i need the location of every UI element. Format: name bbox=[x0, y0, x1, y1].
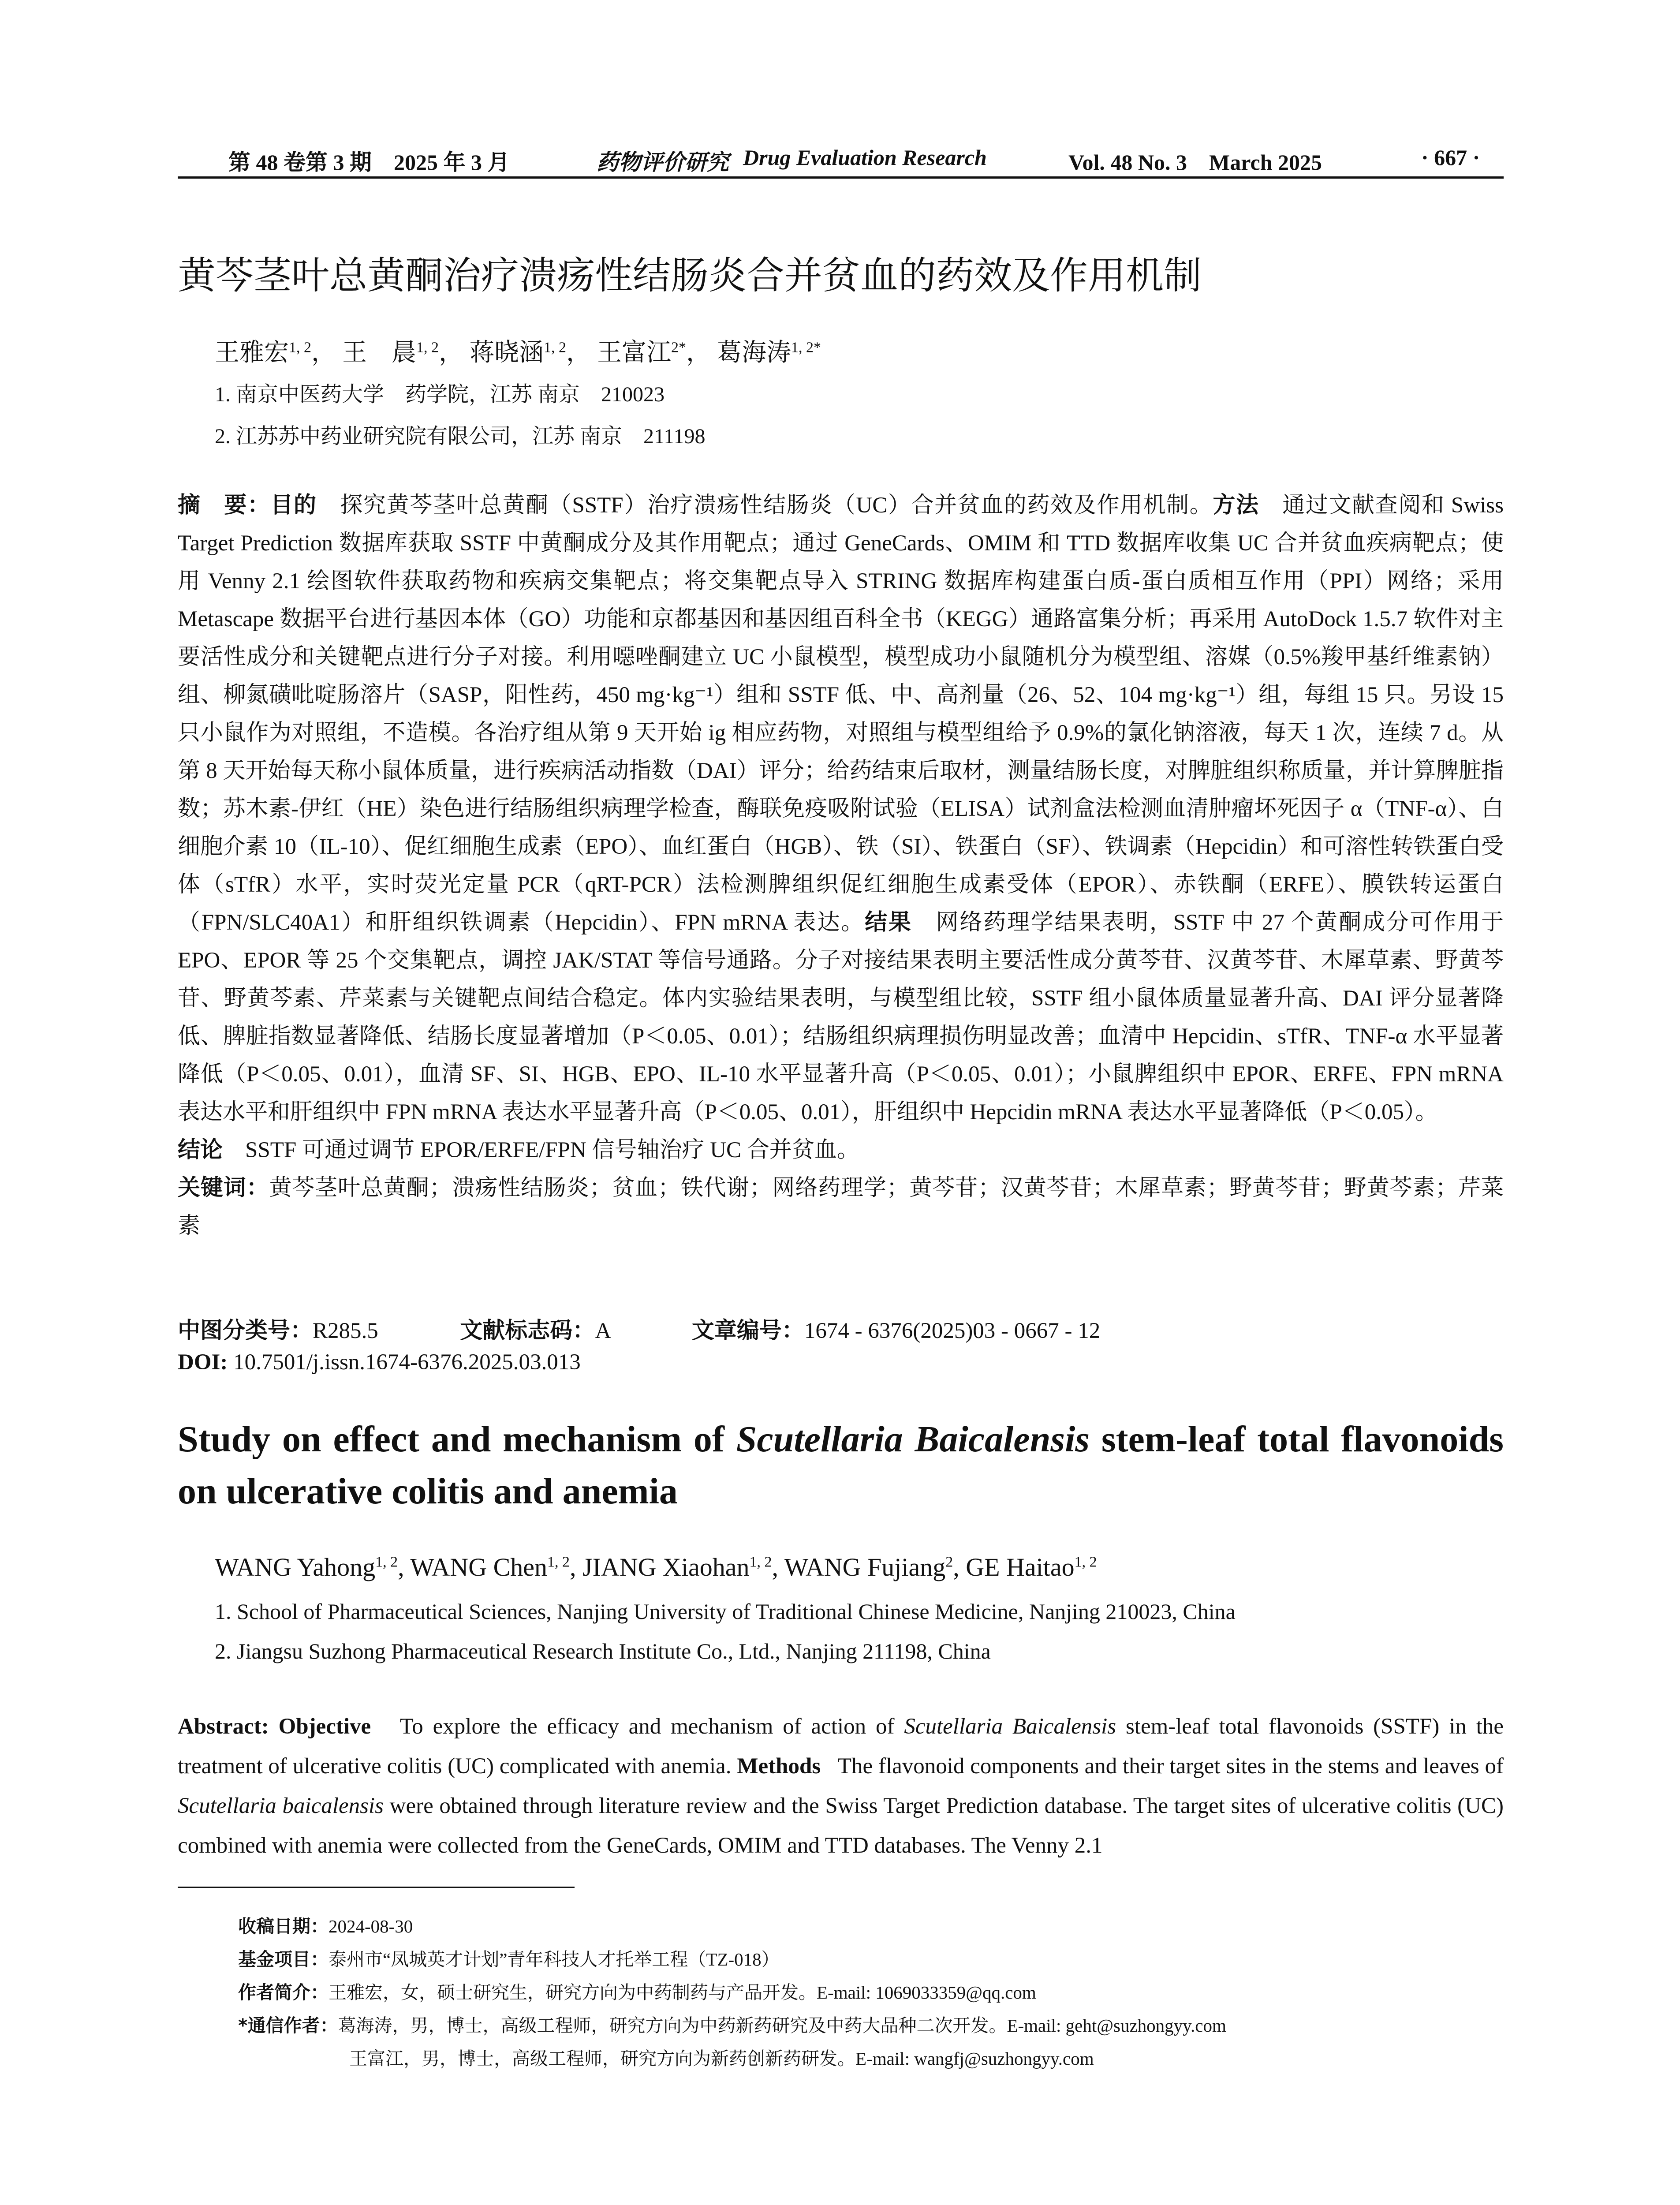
objective-text: 探究黄芩茎叶总黄酮（SSTF）治疗溃疡性结肠炎（UC）合并贫血的药效及作用机制。 bbox=[340, 493, 1213, 518]
conclusion-text: SSTF 可通过调节 EPOR/ERFE/FPN 信号轴治疗 UC 合并贫血。 bbox=[245, 1138, 859, 1162]
author-affil-en: 1, 2 bbox=[547, 1554, 570, 1570]
author-list-cn: 王雅宏$^{1, 2}$， 王 晨$^{1, 2}$， 蒋晓涵$^{1, 2}$， 王富江$^{2*}$， 葛海涛$^{1, 2*}$ bbox=[215, 339, 821, 366]
doi-label: DOI: bbox=[178, 1350, 228, 1375]
article-no-label: 文章编号： bbox=[691, 1318, 804, 1344]
author-name: 葛海涛 bbox=[717, 339, 791, 366]
author-name-en: GE Haitao bbox=[966, 1553, 1075, 1581]
species-name: Scutellaria Baicalensis bbox=[904, 1714, 1116, 1739]
author-name-en: JIANG Xiaohan bbox=[582, 1553, 750, 1581]
doi-line bbox=[178, 1349, 581, 1375]
affiliation-en-2: 2. Jiangsu Suzhong Pharmaceutical Research Institute Co., Ltd., Nanjing 211198, China bbox=[215, 1639, 991, 1663]
affiliation-cn-2: 2. 江苏苏中药业研究院有限公司，江苏 南京 211198 bbox=[215, 425, 706, 448]
keywords-label: 关键词： bbox=[178, 1175, 269, 1201]
author-name-en: WANG Fujiang bbox=[784, 1553, 946, 1581]
clc-label: 中图分类号： bbox=[178, 1318, 313, 1344]
issue-cn: 第 48 卷第 3 期 2025 年 3 月 bbox=[228, 150, 510, 175]
article-title-cn: 黄芩茎叶总黄酮治疗溃疡性结肠炎合并贫血的药效及作用机制 bbox=[178, 254, 1202, 298]
methods-label: 方法 bbox=[1213, 492, 1259, 518]
affiliation-cn-1: 1. 南京中医药大学 药学院，江苏 南京 210023 bbox=[215, 383, 665, 406]
results-label: 结果 bbox=[865, 909, 912, 935]
doc-code-label: 文献标志码： bbox=[460, 1318, 595, 1344]
fund-label: 基金项目： bbox=[238, 1949, 329, 1970]
clc-value: R285.5 bbox=[313, 1319, 378, 1343]
bio-value: 王雅宏，女，硕士研究生，研究方向为中药制药与产品开发。E-mail: 1069033359@qq.com bbox=[329, 1982, 1036, 2003]
title-en-part: Study on effect and mechanism of bbox=[178, 1419, 736, 1460]
author-affil: 2* bbox=[671, 339, 686, 356]
title-en-part: stem-leaf total flavonoids on ulcerative colitis and anemia bbox=[178, 1419, 1504, 1512]
abstract-label: 摘 要： bbox=[178, 492, 271, 518]
author-name: 王雅宏 bbox=[215, 339, 289, 366]
author-list-en: WANG Yahong$^{1, 2}$, WANG Chen$^{1, 2}$, JIANG Xiaohan$^{1, 2}$, WANG Fujiang$^2$, GE Haitao$^{1, 2}$ bbox=[215, 1553, 1097, 1581]
author-name-en: WANG Chen bbox=[410, 1553, 548, 1581]
running-header bbox=[178, 140, 1504, 176]
objective-label: 目的 bbox=[270, 492, 317, 518]
results-text: 网络药理学结果表明，SSTF 中 27 个黄酮成分可作用于 EPO、EPOR 等 25 个交集靶点，调控 JAK/STAT 等信号通路。分子对接结果表明主要活性成分黄芩苷、汉黄芩苷、木犀草素、野黄芩苷、野黄芩素、芹菜素与关键靶点间结合稳定。体内实验结果表明，与模型组比较，SSTF 组小鼠体质量显著升高、DAI 评分显著降低、脾脏指数显著降低、结肠长度显著增加（P＜0.05、0.01）；结肠组织病理损伤明显改善；血清中 Hepcidin、sTfR、TNF-α 水平显著降低（P＜0.05、0.01），血清 SF、SI、HGB、EPO、IL-10 水平显著升高（P＜0.05、0.01）；小鼠脾组织中 EPOR、ERFE、FPN mRNA 表达水平和肝组织中 FPN mRNA 表达水平显著升高（P＜0.05、0.01），肝组织中 Hepcidin mRNA 表达水平显著降低（P＜0.05）。 bbox=[178, 910, 1504, 1125]
article-title-en bbox=[178, 1413, 1504, 1517]
author-affil: 1, 2* bbox=[791, 339, 821, 356]
methods-en-text: were obtained through literature review and the Swiss Target Prediction database. The target sites of ulcerative colitis (UC) combined with anemia were collected from the GeneCards, OMIM and TTD databases. The Venny 2.1 bbox=[178, 1794, 1504, 1858]
author-name: 蒋晓涵 bbox=[470, 339, 544, 366]
objective-en-text: stem-leaf total flavonoids (SSTF) in the treatment of ulcerative colitis (UC) complicated with anemia. bbox=[178, 1714, 1504, 1779]
footnote-rule bbox=[178, 1887, 575, 1888]
author-bio bbox=[238, 1978, 1036, 2004]
abstract-cn bbox=[178, 486, 1504, 1245]
species-name: Scutellaria baicalensis bbox=[178, 1794, 384, 1818]
author-name-en: WANG Yahong bbox=[215, 1553, 376, 1581]
header-rule bbox=[178, 176, 1504, 179]
title-en-species: Scutellaria Baicalensis bbox=[736, 1419, 1090, 1460]
doc-code-value: A bbox=[595, 1319, 610, 1343]
corresponding-author bbox=[238, 2011, 1226, 2037]
doi-value: 10.7501/j.issn.1674-6376.2025.03.013 bbox=[233, 1350, 581, 1375]
page-number: · 667 · bbox=[1421, 145, 1480, 170]
article-no-value: 1674 - 6376(2025)03 - 0667 - 12 bbox=[804, 1319, 1101, 1343]
issue-en: Vol. 48 No. 3 March 2025 bbox=[1068, 150, 1322, 175]
author-name: 王 晨 bbox=[342, 339, 416, 366]
author-affil: 1, 2 bbox=[544, 339, 566, 356]
abstract-en bbox=[178, 1707, 1504, 1865]
methods-en-text: The flavonoid components and their target sites in the stems and leaves of bbox=[837, 1754, 1504, 1779]
abstract-en-label: Abstract: Objective bbox=[178, 1714, 371, 1739]
author-affil-en: 1, 2 bbox=[749, 1554, 772, 1570]
classification-line bbox=[178, 1312, 1100, 1345]
author-affil-en: 2 bbox=[945, 1554, 953, 1570]
methods-en-label: Methods bbox=[737, 1754, 821, 1779]
keywords-text: 黄芩茎叶总黄酮；溃疡性结肠炎；贫血；铁代谢；网络药理学；黄芩苷；汉黄芩苷；木犀草素；野黄芩苷；野黄芩素；芹菜素 bbox=[178, 1176, 1504, 1238]
affiliation-en-1: 1. School of Pharmaceutical Sciences, Nanjing University of Traditional Chinese Medicine, Nanjing 210023, China bbox=[215, 1599, 1236, 1624]
corr-label: *通信作者： bbox=[238, 2015, 338, 2036]
author-affil: 1, 2 bbox=[416, 339, 439, 356]
conclusion-label: 结论 bbox=[178, 1137, 223, 1163]
author-affil: 1, 2 bbox=[289, 339, 311, 356]
author-affil-en: 1, 2 bbox=[1074, 1554, 1097, 1570]
objective-en-text: To explore the efficacy and mechanism of action of bbox=[399, 1714, 904, 1739]
fund-value: 泰州市“凤城英才计划”青年科技人才托举工程（TZ-018） bbox=[329, 1949, 780, 1970]
author-name: 王富江 bbox=[597, 339, 671, 366]
received-date bbox=[238, 1912, 413, 1938]
corresponding-author-2: 王富江，男，博士，高级工程师，研究方向为新药创新药研发。E-mail: wangfj@suzhongyy.com bbox=[349, 2048, 1094, 2069]
fund-note bbox=[238, 1945, 780, 1971]
author-affil-en: 1, 2 bbox=[375, 1554, 398, 1570]
received-value: 2024-08-30 bbox=[329, 1916, 413, 1936]
corr-value-1: 葛海涛，男，博士，高级工程师，研究方向为中药新药研究及中药大品种二次开发。E-mail: geht@suzhongyy.com bbox=[338, 2015, 1226, 2036]
received-label: 收稿日期： bbox=[238, 1916, 329, 1937]
journal-logo: 药物评价研究 bbox=[597, 149, 729, 175]
methods-text: 通过文献查阅和 Swiss Target Prediction 数据库获取 SSTF 中黄酮成分及其作用靶点；通过 GeneCards、OMIM 和 TTD 数据库收集 UC 合并贫血疾病靶点；使用 Venny 2.1 绘图软件获取药物和疾病交集靶点；将交集靶点导入 STRING 数据库构建蛋白质-蛋白质相互作用（PPI）网络；采用 Metascape 数据平台进行基因本体（GO）功能和京都基因和基因组百科全书（KEGG）通路富集分析；再采用 AutoDock 1.5.7 软件对主要活性成分和关键靶点进行分子对接。利用噁唑酮建立 UC 小鼠模型，模型成功小鼠随机分为模型组、溶媒（0.5%羧甲基纤维素钠）组、柳氮磺吡啶肠溶片（SASP，阳性药，450 mg·kg⁻¹）组和 SSTF 低、中、高剂量（26、52、104 mg·kg⁻¹）组，每组 15 只。另设 15 只小鼠作为对照组，不造模。各治疗组从第 9 天开始 ig 相应药物，对照组与模型组给予 0.9%的氯化钠溶液，每天 1 次，连续 7 d。从第 8 天开始每天称小鼠体质量，进行疾病活动指数（DAI）评分；给药结束后取材，测量结肠长度，对脾脏组织称质量，并计算脾脏指数；苏木素-伊红（HE）染色进行结肠组织病理学检查，酶联免疫吸附试验（ELISA）试剂盒法检测血清肿瘤坏死因子 α（TNF-α）、白细胞介素 10（IL-10）、促红细胞生成素（EPO）、血红蛋白（HGB）、铁（SI）、铁蛋白（SF）、铁调素（Hepcidin）和可溶性转铁蛋白受体（sTfR）水平，实时荧光定量 PCR（qRT-PCR）法检测脾组织促红细胞生成素受体（EPOR）、赤铁酮（ERFE）、膜铁转运蛋白（FPN/SLC40A1）和肝组织铁调素（Hepcidin）、FPN mRNA 表达。 bbox=[178, 493, 1504, 935]
bio-label: 作者简介： bbox=[238, 1982, 329, 2003]
journal-name-en: Drug Evaluation Research bbox=[743, 145, 987, 170]
